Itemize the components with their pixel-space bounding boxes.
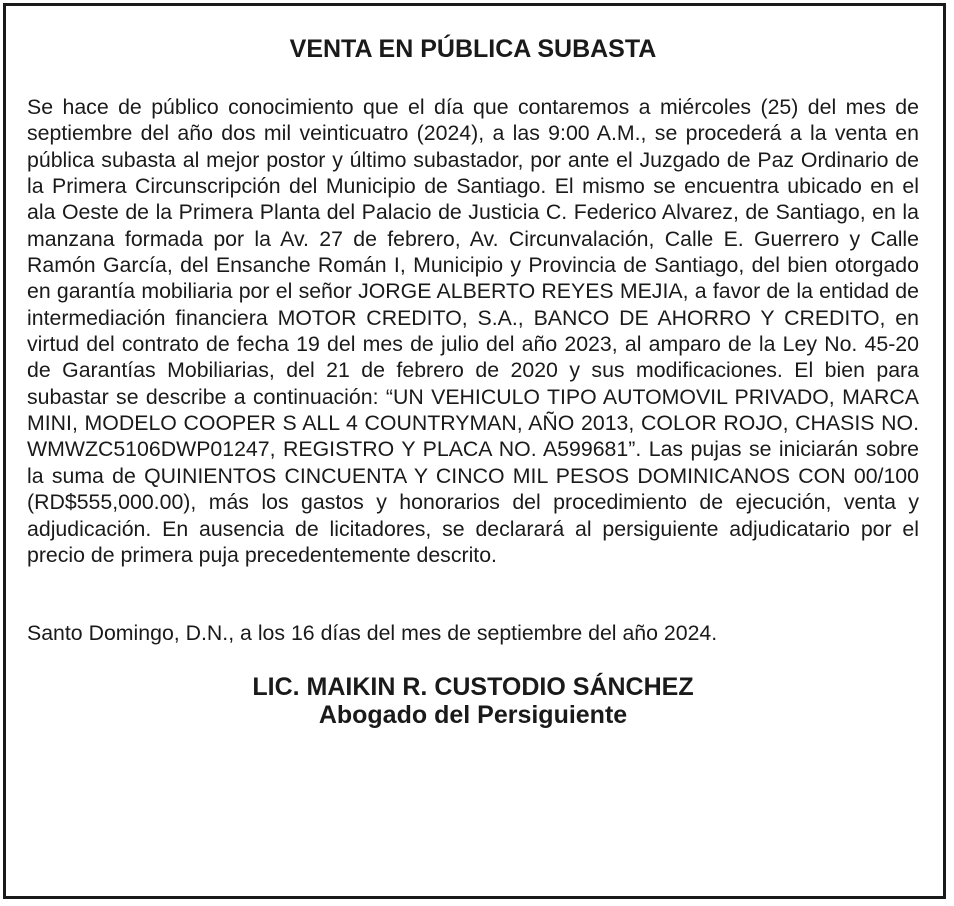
signer-role: Abogado del Persiguiente bbox=[318, 701, 628, 730]
notice-title: VENTA EN PÚBLICA SUBASTA bbox=[289, 35, 657, 63]
notice-closing: Santo Domingo, D.N., a los 16 días del mes de septiembre del año 2024. bbox=[27, 621, 718, 646]
signer-name: LIC. MAIKIN R. CUSTODIO SÁNCHEZ bbox=[252, 673, 694, 702]
notice-body: Se hace de público conocimiento que el día que contaremos a miércoles (25) del mes de septiembre del año dos mil veinticuatro (2024), a las 9:00 A.M., se procederá a la venta en pública subasta al mejor postor y último subastador, por ante el Juzgado de Paz Ordinario de la Primera Circunscripción del Municipio de Santiago. El mismo se encuentra ubicado en el ala Oeste de la Primera Planta del Palacio de Justicia C. Federico Alvarez, de Santiago, en la manzana formada por la Av. 27 de febrero, Av. Circunvalación, Calle E. Guerrero y Calle Ramón García, del Ensanche Román I, Municipio y Provincia de Santiago, del bien otorgado en garantía mobiliaria por el señor JORGE ALBERTO REYES MEJIA, a favor de la entidad de intermediación financiera MOTOR CREDITO, S.A., BANCO DE AHORRO Y CREDITO, en virtud del contrato de fecha 19 del mes de julio del año 2023, al amparo de la Ley No. 45-20 de Garantías Mobiliarias, del 21 de febrero de 2020 y sus modificaciones. El bien para subastar se describe a continuación: “UN VEHICULO TIPO AUTOMOVIL PRIVADO, MARCA MINI, MODELO COOPER S ALL 4 COUNTRYMAN, AÑO 2013, COLOR ROJO, CHASIS NO. WMWZC5106DWP01247, REGISTRO Y PLACA NO. A599681”. Las pujas se iniciarán sobre la suma de QUINIENTOS CINCUENTA Y CINCO MIL PESOS DOMINICANOS CON 00/100 (RD$555,000.00), más los gastos y honorarios del procedimiento de ejecución, venta y adjudicación. En ausencia de licitadores, se declarará al persiguiente adjudicatario por el precio de primera puja precedentemente descrito. bbox=[27, 95, 919, 567]
auction-notice bbox=[3, 3, 946, 899]
signature-block bbox=[27, 673, 919, 729]
